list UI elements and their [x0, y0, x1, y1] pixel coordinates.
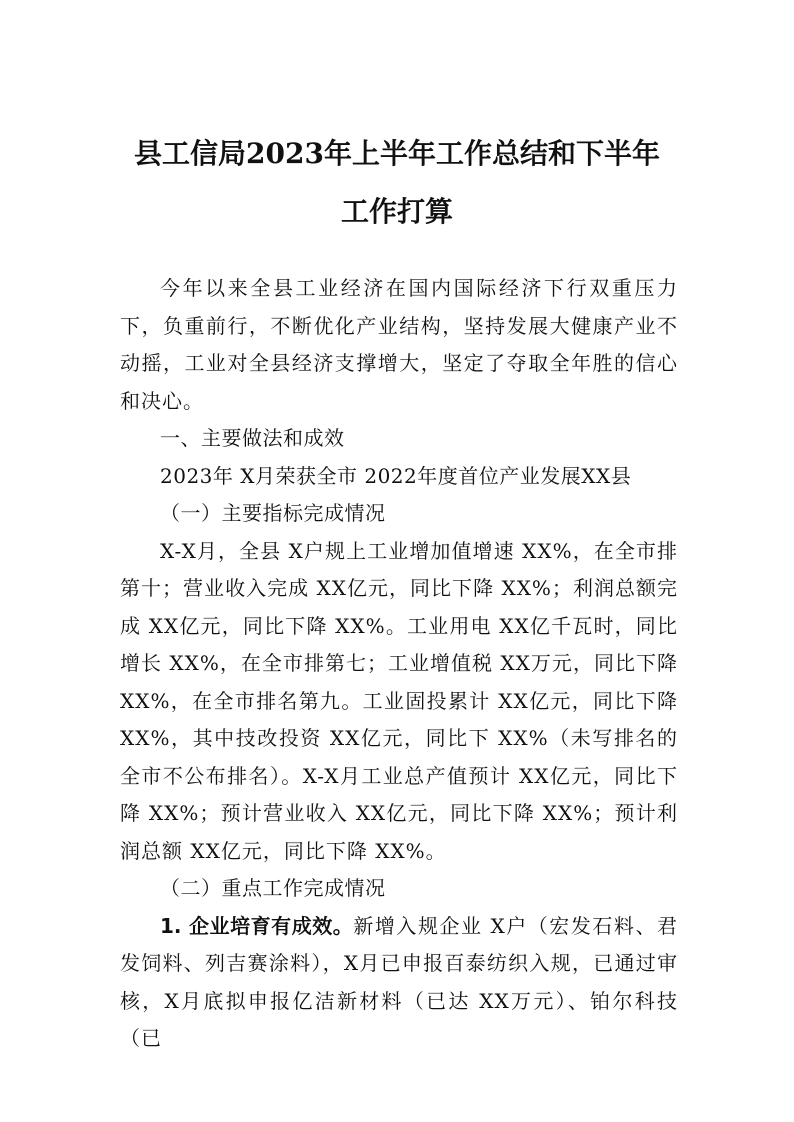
subsection-heading-1: （一）主要指标完成情况	[160, 501, 386, 525]
intro-paragraph: 今年以来全县工业经济在国内国际经济下行双重压力下，负重前行，不断优化产业结构，坚持发展大健康产业不动摇，工业对全县经济支撑增大，坚定了夺取全年胜的信心和决心。	[120, 276, 678, 413]
item-1-body: 新增入规企业 X户（宏发石料、君发饲料、列吉赛涂料），X月已申报百泰纺织入规，已通过审核，X月底拟申报亿洁新材料（已达 XX万元）、铂尔科技（已	[120, 913, 678, 1050]
subsection-heading-2: （二）重点工作完成情况	[160, 876, 386, 900]
section-heading: 一、主要做法和成效	[160, 426, 345, 450]
document-title-line-1: 县工信局2023年上半年工作总结和下半年	[134, 137, 660, 170]
item-1-paragraph	[120, 908, 678, 1058]
item-1-lead: 1. 企业培育有成效。	[160, 913, 354, 938]
document-body	[120, 270, 678, 1058]
indicators-paragraph: X-X月，全县 X户规上工业增加值增速 XX%，在全市排第十；营业收入完成 XX亿元，同比下降 XX%；利润总额完成 XX亿元，同比下降 XX%。工业用电 XX亿千瓦时，同比增长 XX%，在全市排第七；工业增值税 XX万元，同比下降XX%，在全市排名第九。工业固投累计 XX亿元，同比下降XX%，其中技改投资 XX亿元，同比下 XX%（未写排名的全市不公布排名）。X-X月工业总产值预计 XX亿元，同比下降 XX%；预计营业收入 XX亿元，同比下降 XX%；预计利润总额 XX亿元，同比下降 XX%。	[120, 538, 678, 863]
award-line: 2023年 X月荣获全市 2022年度首位产业发展XX县	[160, 463, 632, 488]
document-title-line-2: 工作打算	[340, 195, 453, 228]
